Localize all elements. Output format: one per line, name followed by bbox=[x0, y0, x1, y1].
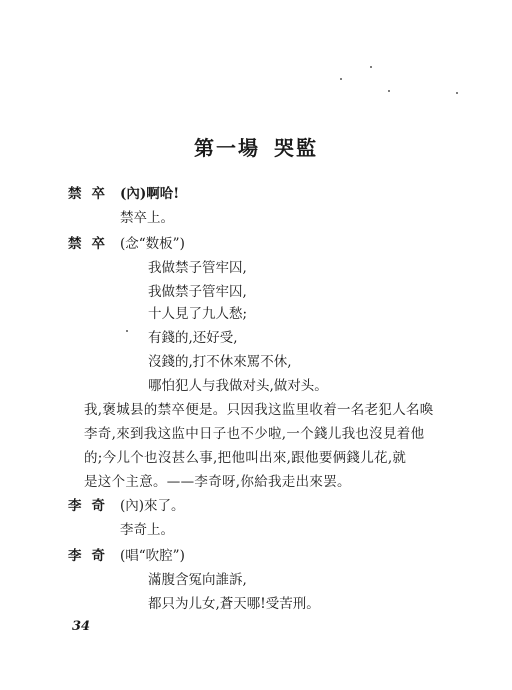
speech-text: (內)啊哈! bbox=[120, 186, 180, 202]
scene-number: 第一場 bbox=[194, 136, 260, 160]
verse-line: 哪怕犯人与我做对头,做对头。 bbox=[148, 378, 328, 394]
print-speck bbox=[126, 330, 128, 332]
speech-text: (唱“吹腔”) bbox=[120, 548, 185, 564]
page-number: 34 bbox=[72, 619, 91, 634]
print-speck bbox=[370, 66, 372, 68]
verse-line: 有錢的,还好受, bbox=[148, 330, 238, 346]
print-speck bbox=[340, 78, 342, 80]
prose-line: 李奇,來到我这监中日子也不少啦,一个錢儿我也沒見着他 bbox=[84, 426, 425, 442]
stage-direction: 李奇上。 bbox=[120, 522, 174, 538]
prose-line: 的;今儿个也沒甚么事,把他叫出來,跟他要俩錢儿花,就 bbox=[84, 450, 407, 466]
stage-direction: 禁卒上。 bbox=[120, 210, 174, 226]
print-speck bbox=[388, 90, 390, 92]
verse-line: 十人見了九人愁; bbox=[148, 306, 248, 322]
scene-name: 哭監 bbox=[274, 136, 318, 160]
scene-title bbox=[0, 132, 512, 161]
speaker-label: 李奇 bbox=[68, 498, 115, 514]
print-speck bbox=[456, 92, 458, 94]
speaker-label: 禁卒 bbox=[68, 236, 115, 252]
verse-line: 沒錢的,打不休來罵不休, bbox=[148, 354, 292, 370]
verse-line: 滿腹含冤向誰訴, bbox=[148, 572, 247, 588]
speech-text: (內)來了。 bbox=[120, 498, 185, 514]
verse-line: 我做禁子管牢囚, bbox=[148, 284, 247, 300]
prose-line: 我,褒城县的禁卒便是。只因我这监里收着一名老犯人名喚 bbox=[84, 402, 434, 418]
prose-line: 是这个主意。——李奇呀,你給我走出來罢。 bbox=[84, 474, 351, 490]
speaker-label: 禁卒 bbox=[68, 186, 115, 202]
speaker-label: 李奇 bbox=[68, 548, 115, 564]
verse-line: 我做禁子管牢囚, bbox=[148, 260, 247, 276]
speech-text: (念“数板”) bbox=[120, 236, 185, 252]
verse-line: 都只为儿女,蒼天哪!受苦刑。 bbox=[148, 596, 320, 612]
